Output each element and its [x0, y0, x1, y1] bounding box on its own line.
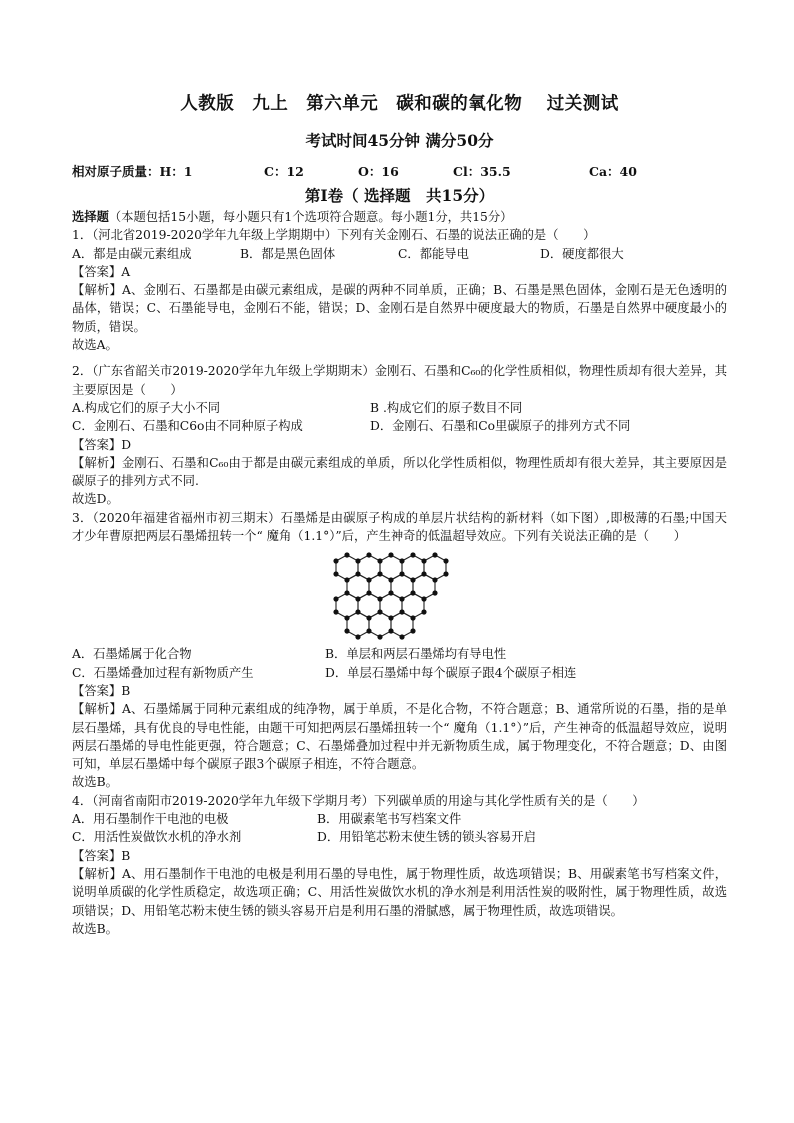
question-2	[72, 362, 727, 508]
question-stem: 2．（广东省韶关市2019-2020学年九年级上学期期末）金刚石、石墨和C₆₀的化学性质相似，物理性质却有很大差异，其主要原因是（ ）	[72, 364, 727, 397]
section-intro-text: （本题包括15小题，每小题只有1个选项符合题意。每小题1分，共15分）	[108, 210, 513, 224]
conclusion: 故选D。	[72, 492, 119, 507]
answer: 【答案】A	[72, 264, 131, 279]
question-1	[72, 226, 727, 354]
atomic-mass-h: 相对原子质量：H：1	[72, 164, 193, 179]
question-options	[72, 810, 727, 828]
option-a: A．用石墨制作干电池的电极	[72, 812, 229, 827]
exam-subtitle: 考试时间45分钟 满分50分	[305, 131, 494, 150]
graphene-lattice-figure	[327, 549, 467, 643]
answer: 【答案】B	[72, 848, 131, 863]
option-c: C．都能导电	[398, 246, 469, 261]
question-stem: 3．（2020年福建省福州市初三期末）石墨烯是由碳原子构成的单层片状结构的新材料（如下图）,即极薄的石墨;中国天才少年曹原把两层石墨烯扭转一个“ 魔角（1.1°）”后，产生神奇的低温超导效应。下列有关说法正确的是（ ）	[72, 510, 727, 544]
question-stem: 1．（河北省2019-2020学年九年级上学期期中）下列有关金刚石、石墨的说法正确的是（ ）	[72, 228, 596, 243]
atomic-mass-o: O：16	[358, 164, 399, 179]
question-stem: 4．（河南省南阳市2019-2020学年九年级下学期月考）下列碳单质的用途与其化学性质有关的是（ ）	[72, 793, 645, 808]
question-options	[72, 399, 727, 417]
option-d: D．金刚石、石墨和Co里碳原子的排列方式不同	[370, 419, 631, 434]
atomic-mass-c: C：12	[264, 164, 304, 179]
option-b: B．单层和两层石墨烯均有导电性	[325, 647, 507, 662]
question-options	[72, 245, 727, 263]
atomic-masses	[72, 162, 727, 182]
option-a: A．都是由碳元素组成	[72, 246, 192, 261]
section-title: 第Ⅰ卷（ 选择题 共15分）	[304, 186, 495, 205]
option-d: D．单层石墨烯中每个碳原子跟4个碳原子相连	[325, 665, 577, 680]
question-options	[72, 828, 727, 846]
option-a: A．石墨烯属于化合物	[72, 647, 192, 662]
analysis: 【解析】A、用石墨制作干电池的电极是利用石墨的导电性，属于物理性质，故选项错误；B、用碳素笔书写档案文件，说明单质碳的化学性质稳定，故选项正确；C、用活性炭做饮水机的净水剂是利用活性炭的吸附性，属于物理性质，故选项错误；D、用铅笔芯粉末使生锈的锁头容易开启是利用石墨的滑腻感，属于物理性质，故选项错误。	[72, 866, 727, 918]
question-options	[72, 645, 727, 663]
option-a: A.构成它们的原子大小不同	[72, 400, 221, 415]
option-c: C．金刚石、石墨和C6o由不同种原子构成	[72, 419, 303, 434]
option-d: D．用铅笔芯粉末使生锈的锁头容易开启	[317, 830, 536, 845]
analysis: 【解析】A、金刚石、石墨都是由碳元素组成，是碳的两种不同单质，正确；B、石墨是黑色固体，金刚石是无色透明的晶体，错误；C、石墨能导电，金刚石不能，错误；D、金刚石是自然界中硬度最大的物质，石墨是自然界中硬度最小的物质，错误。	[72, 283, 727, 334]
option-d: D．硬度都很大	[540, 246, 624, 261]
analysis: 【解析】A、石墨烯属于同种元素组成的纯净物，属于单质，不是化合物，不符合题意；B、通常所说的石墨，指的是单层石墨烯，具有优良的导电性能，由题干可知把两层石墨烯扭转一个“ 魔角（1.1°）”后，产生神奇的低温超导效应，说明两层石墨烯的导电性能更强，符合题意；C、石墨烯叠加过程中并无新物质生成，属于物理变化，不符合题意；D、由图可知，单层石墨烯中每个碳原子跟3个碳原子相连，不符合题意。	[72, 702, 727, 772]
conclusion: 故选B。	[72, 775, 118, 790]
question-options	[72, 417, 727, 435]
option-b: B．都是黑色固体	[240, 246, 336, 261]
question-3	[72, 509, 727, 792]
exam-page	[72, 92, 727, 938]
conclusion: 故选B。	[72, 921, 118, 936]
option-b: B．用碳素笔书写档案文件	[317, 812, 462, 827]
question-options	[72, 664, 727, 682]
option-c: C．石墨烯叠加过程有新物质产生	[72, 665, 254, 680]
question-4	[72, 792, 727, 938]
graphene-bonds	[336, 555, 446, 637]
atomic-mass-ca: Ca：40	[589, 164, 637, 179]
section-intro	[72, 208, 727, 226]
conclusion: 故选A。	[72, 338, 118, 353]
page-title: 人教版 九上 第六单元 碳和碳的氧化物 过关测试	[180, 94, 619, 114]
section-intro-label: 选择题	[72, 209, 109, 224]
atomic-mass-cl: Cl：35.5	[453, 164, 511, 179]
option-b: B .构成它们的原子数目不同	[370, 400, 523, 415]
analysis: 【解析】金刚石、石墨和C₆₀由于都是由碳元素组成的单质，所以化学性质相似，物理性质却有很大差异，其主要原因是碳原子的排列方式不同.	[72, 455, 727, 489]
option-c: C．用活性炭做饮水机的净水剂	[72, 830, 242, 845]
answer: 【答案】D	[72, 437, 132, 452]
answer: 【答案】B	[72, 683, 131, 698]
